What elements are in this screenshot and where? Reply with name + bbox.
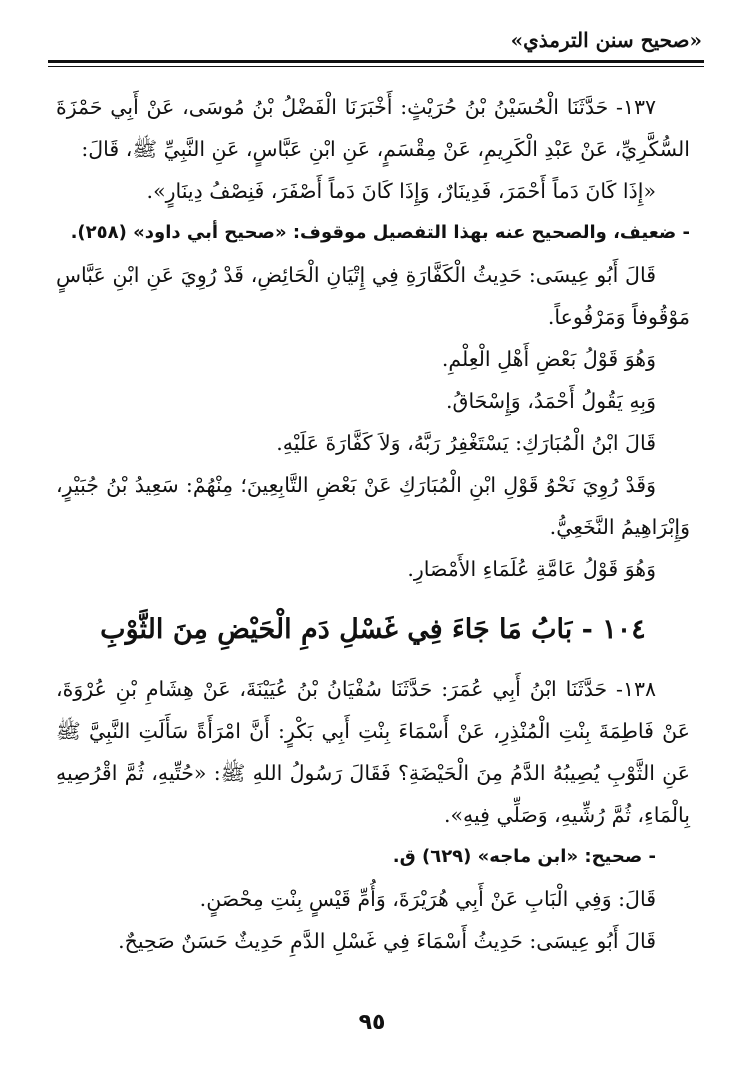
header-rule-thin [48,66,704,67]
hadith-137-matn: «إِذَا كَانَ دَماً أَحْمَرَ، فَدِينَارٌ، وَإِذَا كَانَ دَماً أَصْفَرَ، فَنِصْفُ دِينَارٍ». [146,179,656,203]
hadith-137-comment: وَبِهِ يَقُولُ أَحْمَدُ، وَإِسْحَاقُ. [446,389,656,413]
chapter-title: ١٠٤ - بَابُ مَا جَاءَ فِي غَسْلِ دَمِ الْحَيْضِ مِنَ الثَّوْبِ [100,614,646,645]
hadith-137-grading: - ضعيف، والصحيح عنه بهذا التفصيل موقوف: «صحيح أبي داود» (٢٥٨). [70,222,690,243]
hadith-137-isnad: ١٣٧- حَدَّثَنَا الْحُسَيْنُ بْنُ حُرَيْثٍ: أَخْبَرَنَا الْفَضْلُ بْنُ مُوسَى، عَنْ أَبِي حَمْزَةَ السُّكَّرِيِّ، عَنْ عَبْدِ الْكَرِيمِ، عَنْ مِقْسَمٍ، عَنِ ابْنِ عَبَّاسٍ، عَنِ النَّبِيِّ ﷺ، قَالَ: [56,95,690,161]
hadith-138-comment: قَالَ: وَفِي الْبَابِ عَنْ أَبِي هُرَيْرَةَ، وَأُمِّ قَيْسٍ بِنْتِ مِحْصَنٍ. [199,887,656,911]
hadith-138-comment: قَالَ أَبُو عِيسَى: حَدِيثُ أَسْمَاءَ فِي غَسْلِ الدَّمِ حَدِيثٌ حَسَنٌ صَحِيحٌ. [118,929,656,953]
hadith-137-comment: وَقَدْ رُوِيَ نَحْوُ قَوْلِ ابْنِ الْمُبَارَكِ عَنْ بَعْضِ التَّابِعِينَ؛ مِنْهُمْ: سَعِيدُ بْنُ جُبَيْرٍ، وَإِبْرَاهِيمُ النَّخَعِيُّ. [56,473,690,539]
running-title: «صحيح سنن الترمذي» [510,28,702,52]
hadith-138-grading: - صحيح: «ابن ماجه» (٦٢٩) ق. [392,846,656,867]
hadith-137-comment: قَالَ ابْنُ الْمُبَارَكِ: يَسْتَغْفِرُ رَبَّهُ، وَلاَ كَفَّارَةَ عَلَيْهِ. [276,431,656,455]
header-rule-thick [48,60,704,63]
page-body [56,86,690,962]
hadith-137-comment: وَهُوَ قَوْلُ عَامَّةِ عُلَمَاءِ الأَمْصَارِ. [407,557,656,581]
hadith-138-text: ١٣٨- حَدَّثَنَا ابْنُ أَبِي عُمَرَ: حَدَّثَنَا سُفْيَانُ بْنُ عُيَيْنَةَ، عَنْ هِشَامِ بْنِ عُرْوَةَ، عَنْ فَاطِمَةَ بِنْتِ الْمُنْذِرِ، عَنْ أَسْمَاءَ بِنْتِ أَبِي بَكْرٍ: أَنَّ امْرَأَةً سَأَلَتِ النَّبِيَّ ﷺ عَنِ الثَّوْبِ يُصِيبُهُ الدَّمُ مِنَ الْحَيْضَةِ؟ فَقَالَ رَسُولُ اللهِ ﷺ: «حُتِّيهِ، ثُمَّ اقْرُصِيهِ بِالْمَاءِ، ثُمَّ رُشِّيهِ، وَصَلِّي فِيهِ». [56,677,690,827]
hadith-137-comment: قَالَ أَبُو عِيسَى: حَدِيثُ الْكَفَّارَةِ فِي إِتْيَانِ الْحَائِضِ، قَدْ رُوِيَ عَنِ ابْنِ عَبَّاسٍ مَوْقُوفاً وَمَرْفُوعاً. [56,263,690,329]
page-number: ٩٥ [358,1010,386,1035]
hadith-137-comment: وَهُوَ قَوْلُ بَعْضِ أَهْلِ الْعِلْمِ. [441,347,656,371]
